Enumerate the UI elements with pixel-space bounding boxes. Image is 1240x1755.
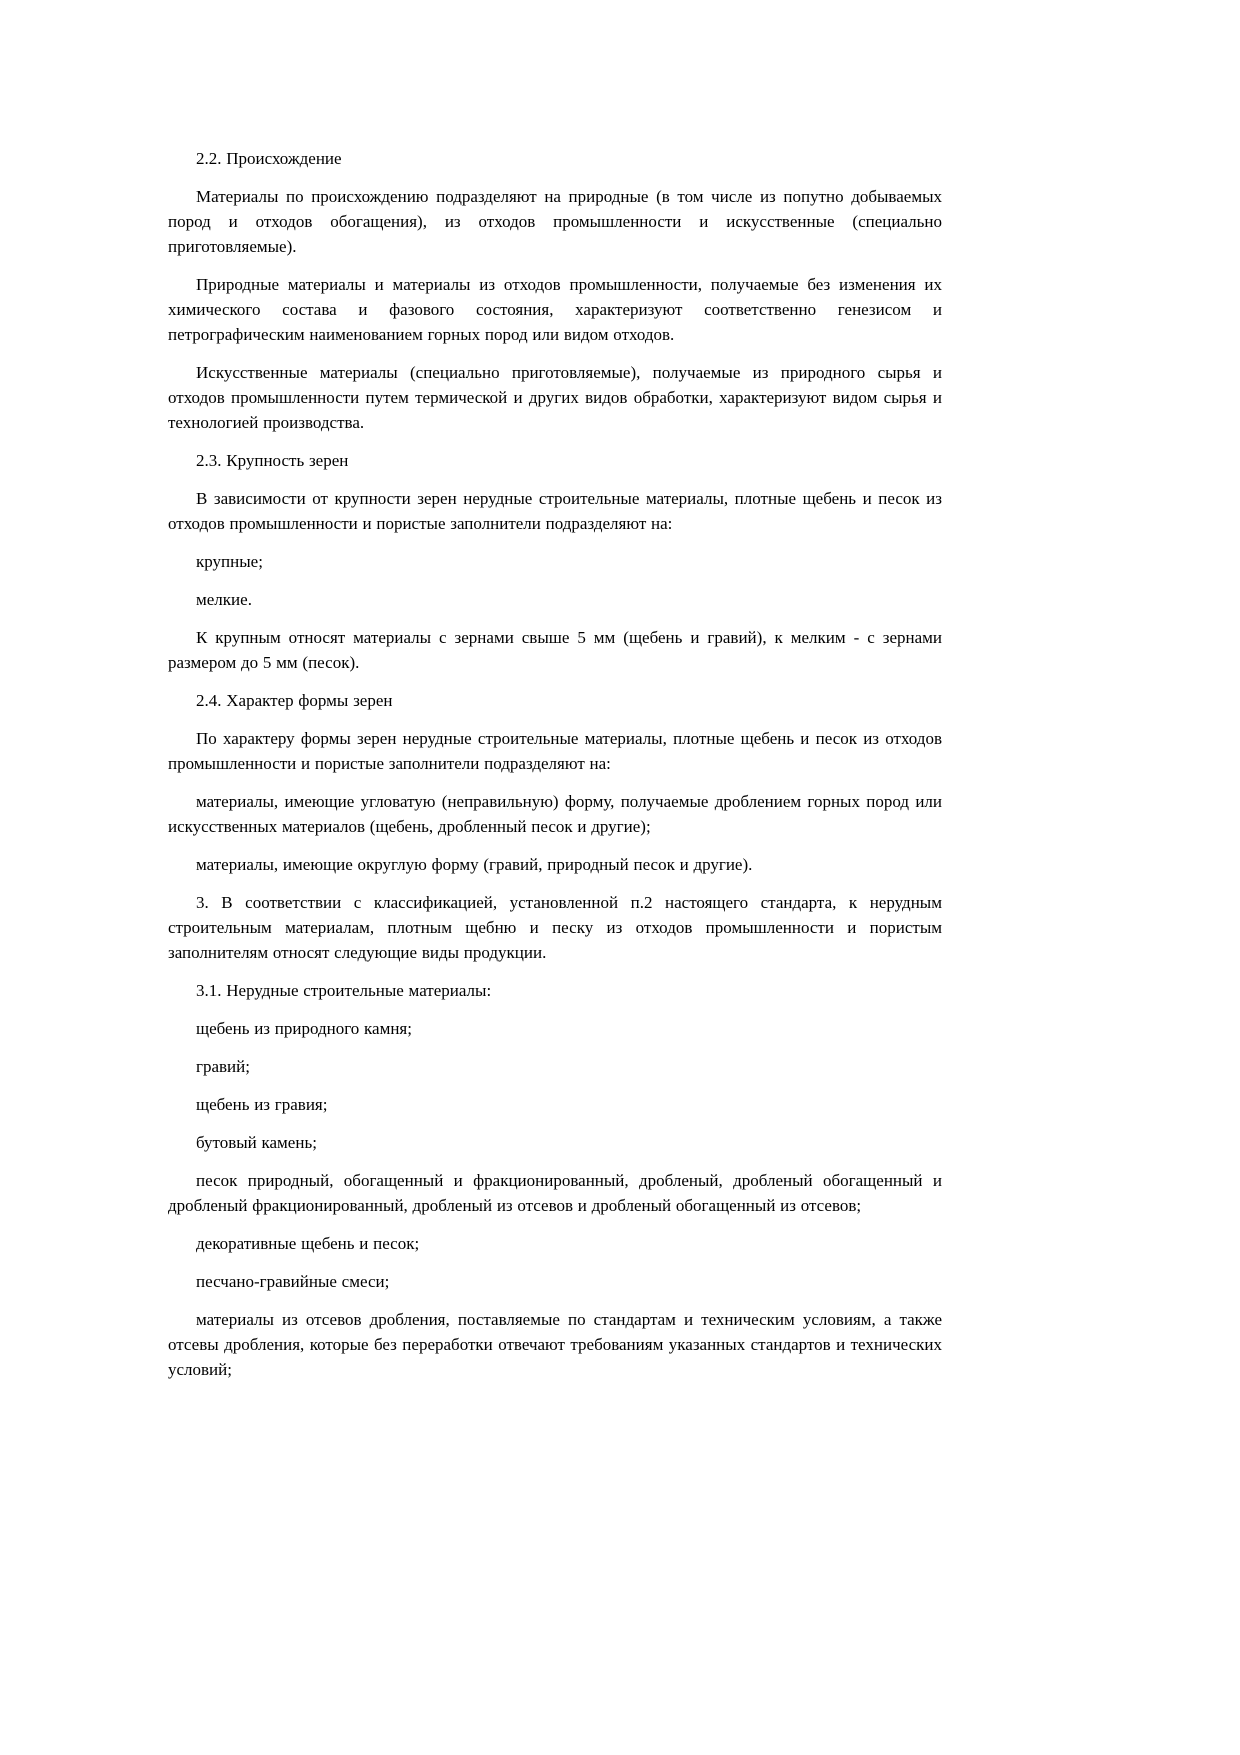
section-heading-2-3: 2.3. Крупность зерен xyxy=(196,451,349,470)
section-heading-2-2: 2.2. Происхождение xyxy=(196,149,342,168)
list-item: песок природный, обогащенный и фракционированный, дробленый, дробленый обогащенный и дробленый фракционированный, дробленый из отсевов и дробленый обогащенный из отсевов; xyxy=(168,1171,942,1215)
list-item: гравий; xyxy=(196,1057,250,1076)
list-item: материалы, имеющие округлую форму (гравий, природный песок и другие). xyxy=(196,855,753,874)
paragraph: По характеру формы зерен нерудные строительные материалы, плотные щебень и песок из отходов промышленности и пористые заполнители подразделяют на: xyxy=(168,729,942,773)
list-item: щебень из гравия; xyxy=(196,1095,328,1114)
paragraph: Материалы по происхождению подразделяют на природные (в том числе из попутно добываемых пород и отходов обогащения), из отходов промышленности и искусственные (специально приготовляемые). xyxy=(168,187,942,256)
list-item: песчано-гравийные смеси; xyxy=(196,1272,390,1291)
paragraph: Искусственные материалы (специально приготовляемые), получаемые из природного сырья и отходов промышленности путем термической и других видов обработки, характеризуют видом сырья и технологией производства. xyxy=(168,363,942,432)
section-heading-2-4: 2.4. Характер формы зерен xyxy=(196,691,393,710)
section-heading-3-1: 3.1. Нерудные строительные материалы: xyxy=(196,981,492,1000)
list-item: щебень из природного камня; xyxy=(196,1019,412,1038)
list-item: крупные; xyxy=(196,552,263,571)
paragraph: Природные материалы и материалы из отходов промышленности, получаемые без изменения их химического состава и фазового состояния, характеризуют соответственно генезисом и петрографическим наименованием горных пород или видом отходов. xyxy=(168,275,942,344)
list-item: материалы, имеющие угловатую (неправильную) форму, получаемые дроблением горных пород или искусственных материалов (щебень, дробленный песок и другие); xyxy=(168,792,942,836)
list-item: бутовый камень; xyxy=(196,1133,317,1152)
list-item: декоративные щебень и песок; xyxy=(196,1234,420,1253)
paragraph: К крупным относят материалы с зернами свыше 5 мм (щебень и гравий), к мелким - с зернами размером до 5 мм (песок). xyxy=(168,628,942,672)
list-item: материалы из отсевов дробления, поставляемые по стандартам и техническим условиям, а также отсевы дробления, которые без переработки отвечают требованиям указанных стандартов и технических условий; xyxy=(168,1310,942,1379)
list-item: мелкие. xyxy=(196,590,252,609)
paragraph: В зависимости от крупности зерен нерудные строительные материалы, плотные щебень и песок из отходов промышленности и пористые заполнители подразделяют на: xyxy=(168,489,942,533)
paragraph: 3. В соответствии с классификацией, установленной п.2 настоящего стандарта, к нерудным строительным материалам, плотным щебню и песку из отходов промышленности и пористым заполнителям относят следующие виды продукции. xyxy=(168,893,942,962)
